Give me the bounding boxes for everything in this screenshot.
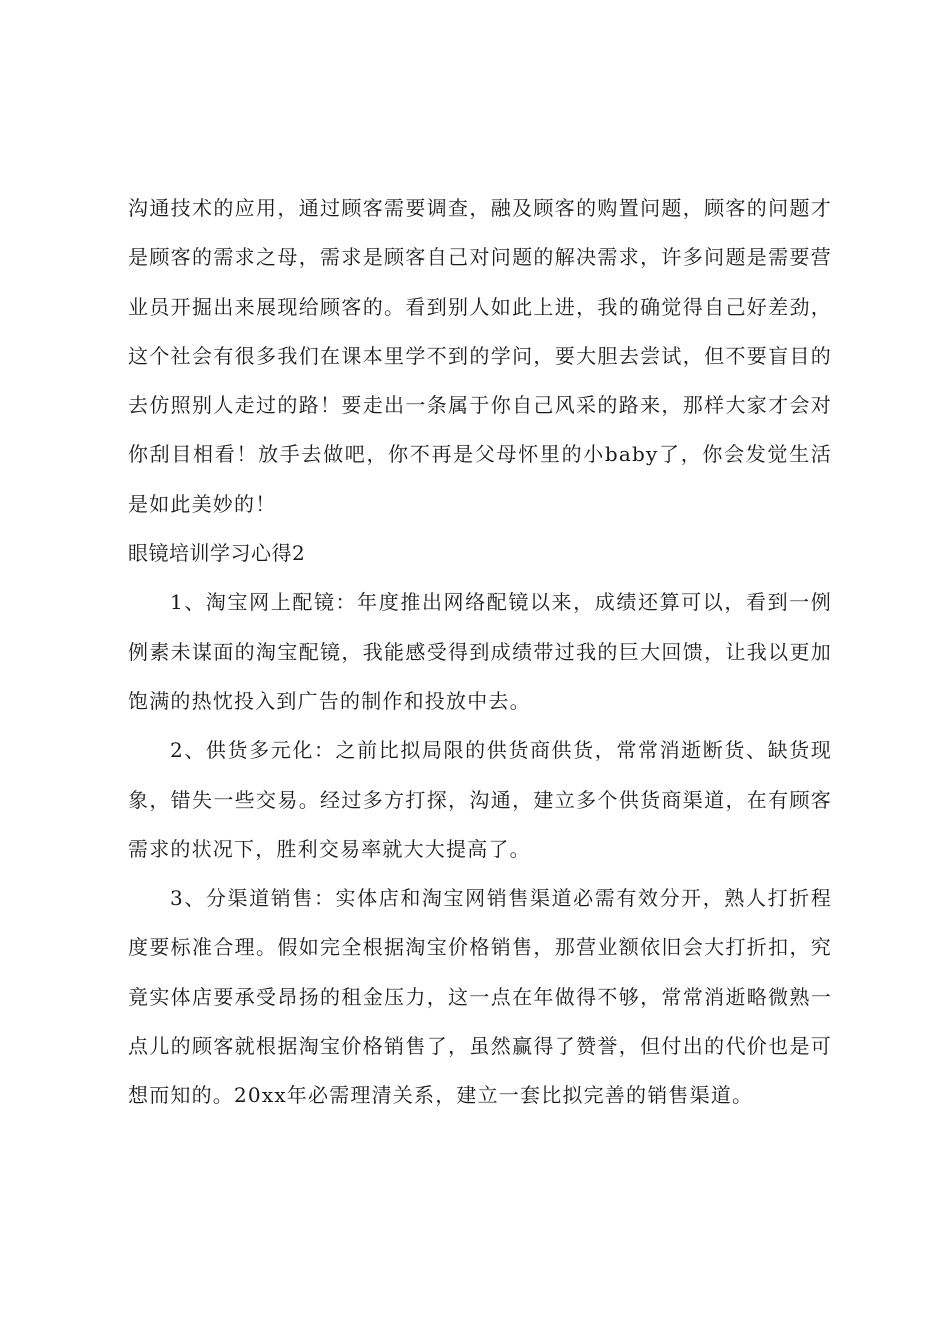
section-heading: 眼镜培训学习心得2 xyxy=(128,541,306,566)
continuation-paragraph: 沟通技术的应用，通过顾客需要调查，融及顾客的购置问题，顾客的问题才是顾客的需求之母，需求是顾客自己对问题的解决需求，许多问题是需要营业员开掘出来展现给顾客的。看到别人如此上进，我的确觉得自己好差劲，这个社会有很多我们在课本里学不到的学问，要大胆去尝试，但不要盲目的去仿照别人走过的路！要走出一条属于你自己风采的路来，那样大家才会对你刮目相看！放手去做吧，你不再是父母怀里的小baby了，你会发觉生活是如此美妙的！ xyxy=(128,196,832,516)
document-body xyxy=(128,184,832,1121)
list-item-1: 1、淘宝网上配镜：年度推出网络配镜以来，成绩还算可以，看到一例例素未谋面的淘宝配镜，我能感受得到成绩带过我的巨大回馈，让我以更加饱满的热忱投入到广告的制作和投放中去。 xyxy=(128,590,832,713)
list-item-2: 2、供货多元化：之前比拟局限的供货商供货，常常消逝断货、缺货现象，错失一些交易。经过多方打探，沟通，建立多个供货商渠道，在有顾客需求的状况下，胜利交易率就大大提高了。 xyxy=(128,738,832,861)
list-item-3: 3、分渠道销售：实体店和淘宝网销售渠道必需有效分开，熟人打折程度要标准合理。假如完全根据淘宝价格销售，那营业额依旧会大打折扣，究竟实体店要承受昂扬的租金压力，这一点在年做得不够，常常消逝略微熟一点儿的顾客就根据淘宝价格销售了，虽然赢得了赞誉，但付出的代价也是可想而知的。20xx年必需理清关系，建立一套比拟完善的销售渠道。 xyxy=(128,886,832,1108)
